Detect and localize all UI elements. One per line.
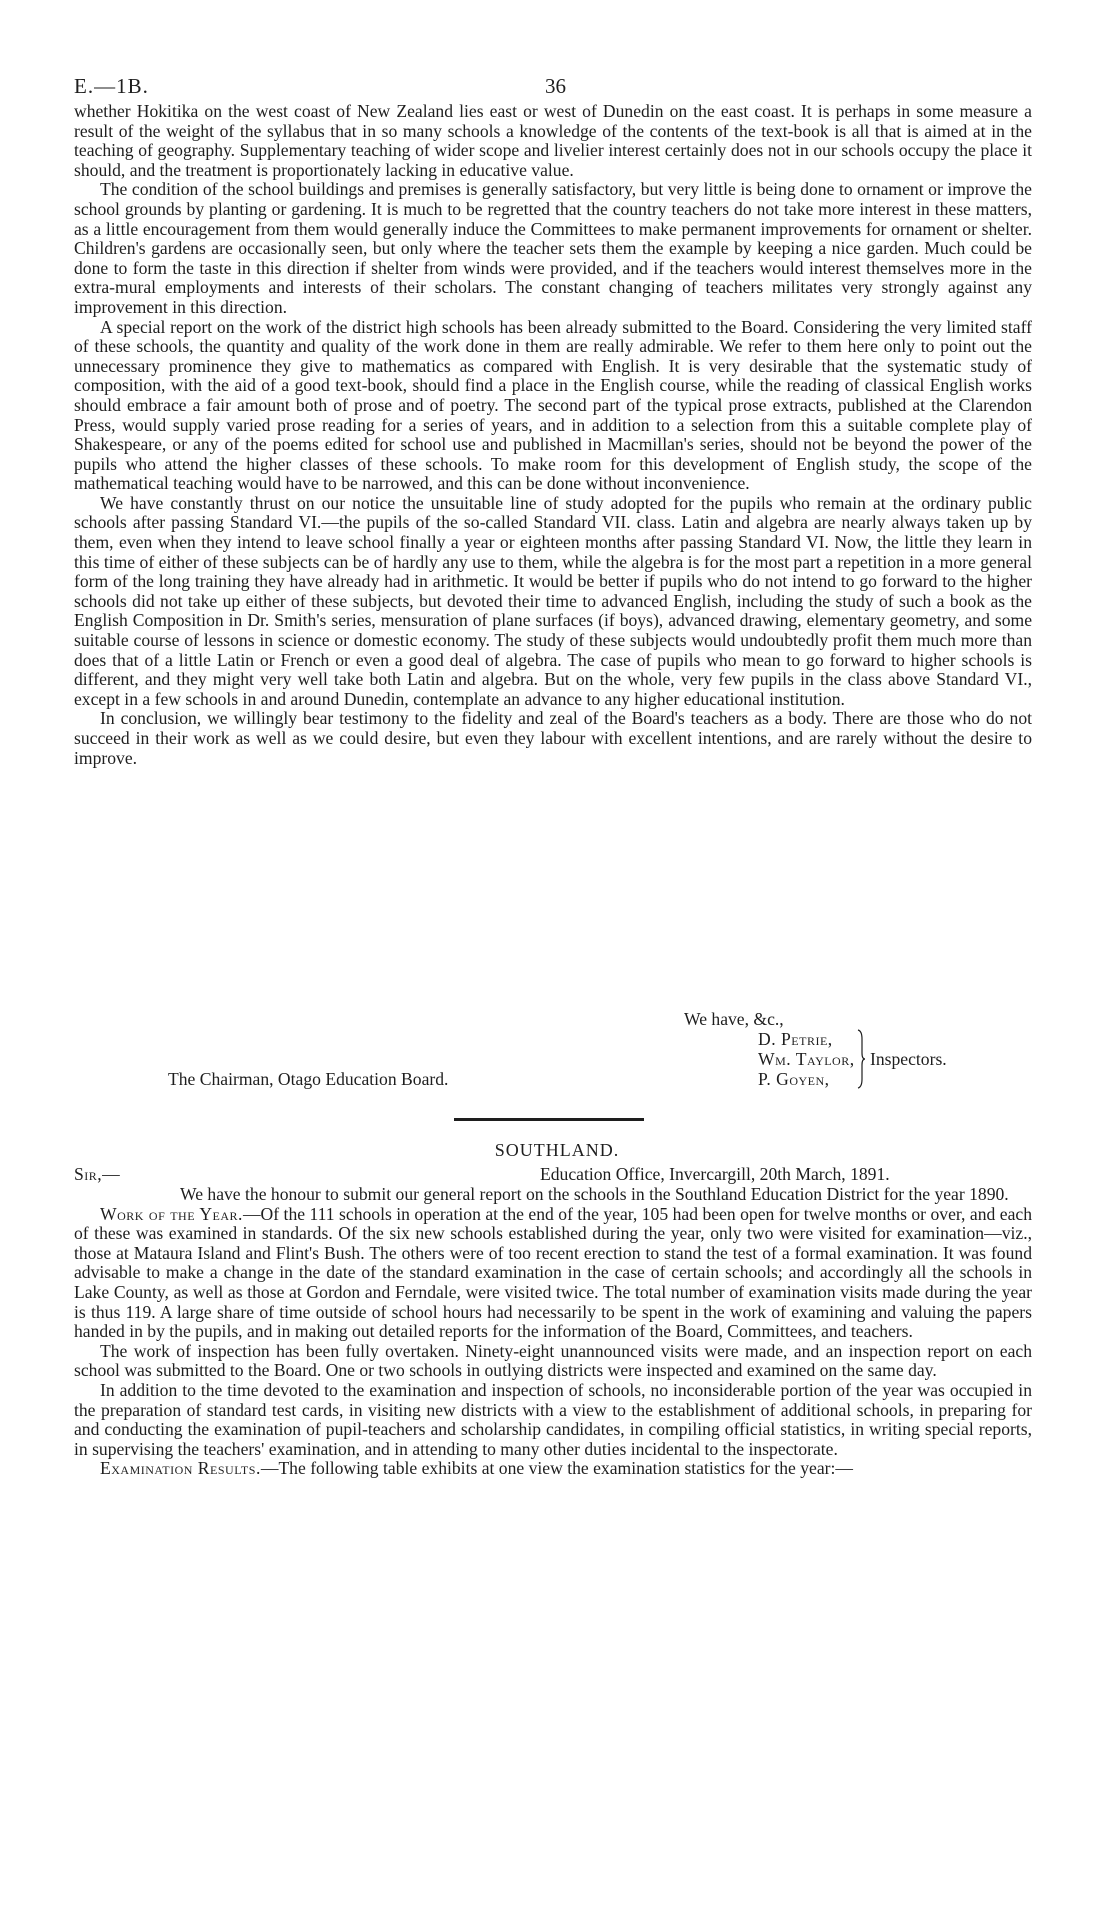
paragraph-additional-duties: In addition to the time devoted to the examination and inspection of schools, no inconsiderable portion of the year was occupied in the preparation of standard test cards, in visiting new districts with a view to the establishment of additional schools, in preparing for and conducting the examination of pupil-teachers and scholarship candidates, in compiling official statistics, in writing special reports, in supervising the teachers' examination, and in attending to many other duties incidental to the inspectorate.: [74, 1379, 1032, 1459]
paragraph-school-grounds: The condition of the school buildings and premises is generally satisfactory, but very little is being done to ornament or improve the school grounds by planting or gardening. It is much to be regretted that the country teachers do not take more interest in these matters, as a little encouragement from them would generally induce the Committees to make permanent improvements for ornament or shelter. Children's gardens are occasionally seen, but only where the teacher sets them the example by keeping a nice garden. Much could be done to form the taste in this direction if shelter from winds were provided, and if the teachers would interest themselves more in the extra-mural employments and interests of their scholars. The constant changing of teachers militates very strongly against any improvement in this direction.: [74, 179, 1032, 317]
examination-results-text: —The following table exhibits at one view the examination statistics for the year:—: [260, 1458, 854, 1479]
paragraph-district-high-schools: A special report on the work of the district high schools has been already submitted to the Board. Considering the very limited staff of these schools, the quantity and quality of the work done in them are really admirable. We refer to them here only to point out the unnecessary prominence they give to mathematics as compared with English. It is very desirable that the systematic study of composition, with the aid of a good text-book, should find a place in the English course, while the reading of classical English works should embrace a fair amount both of prose and of poetry. The second part of the typical prose extracts, published at the Clarendon Press, would supply varied prose reading for a series of years, and in addition to a selection from this a suitable complete play of Shakespeare, or any of the poems edited for school use and published in Macmillan's series, should not be beyond the power of the pupils who attend the higher classes of these schools. To make room for this development of English study, the scope of the mathematical teaching would have to be narrowed, and this can be done without inconvenience.: [74, 316, 1032, 494]
section-divider: [454, 1118, 644, 1121]
paragraph-examination-results: [74, 1459, 1032, 1479]
signatory-petrie: D. Petrie,: [758, 1029, 833, 1049]
page-number: 36: [545, 74, 566, 98]
run-in-heading-results: Examination Results.: [100, 1458, 261, 1479]
salutation: Sir,—: [74, 1164, 121, 1184]
run-in-heading-work: Work of the Year.: [100, 1203, 243, 1224]
report-reference: E.—1B.: [74, 74, 149, 98]
paragraph-conclusion: In conclusion, we willingly bear testimony to the fidelity and zeal of the Board's teachers as a body. There are those who do not succeed in their work as well as we could desire, but even they labour with excellent intentions, and are rarely without the desire to improve.: [74, 708, 1032, 768]
paragraph-geography: whether Hokitika on the west coast of New Zealand lies east or west of Dunedin on the east coast. It is perhaps in some measure a result of the weight of the syllabus that in so many schools a knowledge of the contents of the text-book is all that is aimed at in the teaching of geography. Supplementary teaching of wider scope and livelier interest certainly does not in our schools occupy the place it should, and the treatment is proportionately lacking in educative value.: [74, 101, 1032, 180]
paragraph-standard-seven: We have constantly thrust on our notice the unsuitable line of study adopted for the pupils who remain at the ordinary public schools after passing Standard VI.—the pupils of the so-called Standard VII. class. Latin and algebra are nearly always taken up by them, even when they intend to leave school finally a year or eighteen months after passing Standard VI. Now, the little they learn in this time of either of these subjects can be of hardly any use to them, while the algebra is for the most part a repetition in a more general form of the long training they have already had in arithmetic. It would be better if pupils who do not intend to go forward to the higher schools did not take up either of these subjects, but devoted their time to advanced English, including the study of such a book as the English Composition in Dr. Smith's series, mensuration of plane surfaces (if boys), advanced drawing, elementary geometry, and some suitable course of lessons in science or domestic economy. The study of these subjects would undoubtedly profit them much more than does that of a little Latin or French or even a good deal of algebra. The case of pupils who mean to go forward to higher schools is different, and they might very well take both Latin and algebra. But on the whole, very few pupils in the class above Standard VI., except in a few schools in and around Dunedin, contemplate an advance to any higher educational institution.: [74, 492, 1032, 709]
closing-formula: We have, &c.,: [684, 1009, 784, 1029]
paragraph-work-of-year: [74, 1205, 1032, 1342]
otago-report-body: [74, 102, 1032, 768]
dateline: Education Office, Invercargill, 20th March, 1891.: [540, 1164, 890, 1184]
signatories-role: Inspectors.: [870, 1049, 947, 1069]
southland-report-body: [74, 1185, 1032, 1479]
work-of-year-text: —Of the 111 schools in operation at the end of the year, 105 had been open for twelve months or over, and each of these was examined in standards. Of the six new schools established during the year, only two were visited for examination—viz., those at Mataura Island and Flint's Bush. The others were of too recent erection to stand the test of a formal examination. It was found advisable to make a change in the date of the standard examination in the case of certain schools; and accordingly all the schools in Lake County, as well as those at Gordon and Ferndale, were visited twice. The total number of examination visits made during the year is thus 119. A large share of time outside of school hours had necessarily to be spent in the work of examining and valuing the papers handed in by the pupils, and in making out detailed reports for the information of the Board, Committees, and teachers.: [74, 1203, 1032, 1342]
signatory-goyen: P. Goyen,: [758, 1069, 830, 1089]
signatory-taylor: Wm. Taylor,: [758, 1049, 855, 1069]
section-heading-southland: SOUTHLAND.: [494, 1140, 620, 1160]
addressee: The Chairman, Otago Education Board.: [168, 1069, 449, 1089]
signatories-brace: [856, 1029, 866, 1089]
paragraph-inspection: The work of inspection has been fully overtaken. Ninety-eight unannounced visits were made, and an inspection report on each school was submitted to the Board. One or two schools in outlying districts were inspected and examined on the same day.: [74, 1340, 1032, 1381]
paragraph-intro: We have the honour to submit our general report on the schools in the Southland Education District for the year 1890.: [180, 1184, 1009, 1204]
